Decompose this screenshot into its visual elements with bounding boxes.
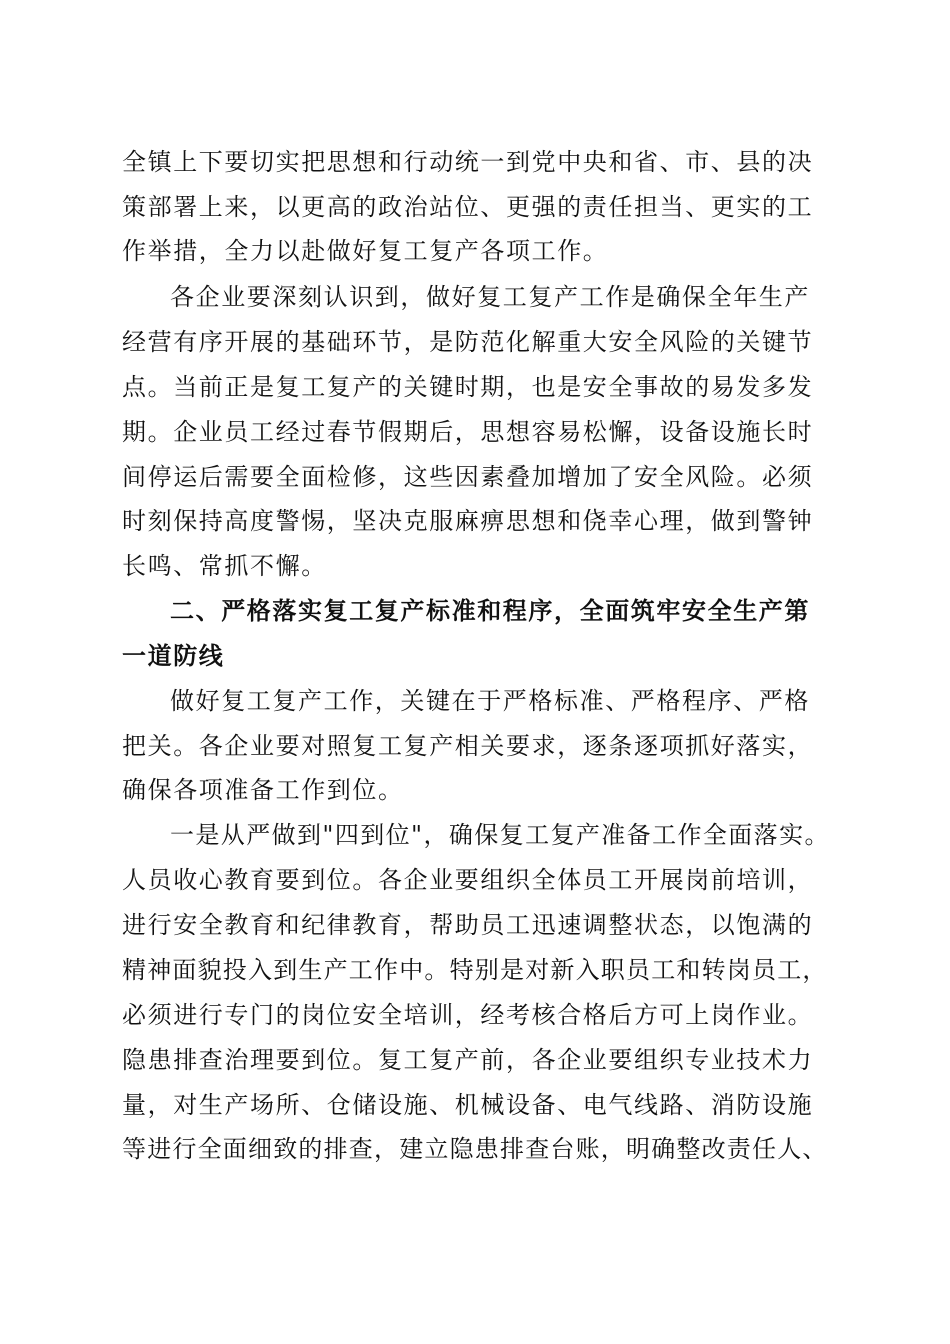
text-line: 全镇上下要切实把思想和行动统一到党中央和省、市、县的决: [122, 148, 814, 176]
text-line: 做好复工复产工作，关键在于严格标准、严格程序、严格: [170, 687, 810, 715]
text-line: 隐患排查治理要到位。复工复产前，各企业要组织专业技术力: [122, 1046, 814, 1074]
text-line: 进行安全教育和纪律教育，帮助员工迅速调整状态，以饱满的: [122, 911, 814, 939]
text-line: 把关。各企业要对照复工复产相关要求，逐条逐项抓好落实，: [122, 732, 814, 760]
text-line: 确保各项准备工作到位。: [122, 776, 404, 804]
text-line: 时刻保持高度警惕，坚决克服麻痹思想和侥幸心理，做到警钟: [122, 507, 814, 535]
text-line: 量，对生产场所、仓储设施、机械设备、电气线路、消防设施: [122, 1091, 814, 1119]
text-line: 间停运后需要全面检修，这些因素叠加增加了安全风险。必须: [122, 463, 814, 491]
section-heading: 二、严格落实复工复产标准和程序，全面筑牢安全生产第: [170, 596, 810, 625]
section-heading: 一道防线: [122, 641, 225, 670]
text-line: 作举措，全力以赴做好复工复产各项工作。: [122, 237, 609, 265]
text-line: 必须进行专门的岗位安全培训，经考核合格后方可上岗作业。: [122, 1001, 814, 1029]
text-line: 人员收心教育要到位。各企业要组织全体员工开展岗前培训，: [122, 866, 814, 894]
text-line: 点。当前正是复工复产的关键时期，也是安全事故的易发多发: [122, 373, 814, 401]
text-line: 长鸣、常抓不懈。: [122, 552, 327, 580]
text-line: 一是从严做到"四到位"，确保复工复产准备工作全面落实。: [170, 821, 830, 849]
text-line: 精神面貌投入到生产工作中。特别是对新入职员工和转岗员工，: [122, 956, 828, 984]
text-line: 等进行全面细致的排查，建立隐患排查台账，明确整改责任人、: [122, 1135, 828, 1163]
text-line: 策部署上来，以更高的政治站位、更强的责任担当、更实的工: [122, 193, 814, 221]
text-line: 期。企业员工经过春节假期后，思想容易松懈，设备设施长时: [122, 418, 814, 446]
text-line: 各企业要深刻认识到，做好复工复产工作是确保全年生产: [170, 283, 810, 311]
text-line: 经营有序开展的基础环节，是防范化解重大安全风险的关键节: [122, 328, 814, 356]
